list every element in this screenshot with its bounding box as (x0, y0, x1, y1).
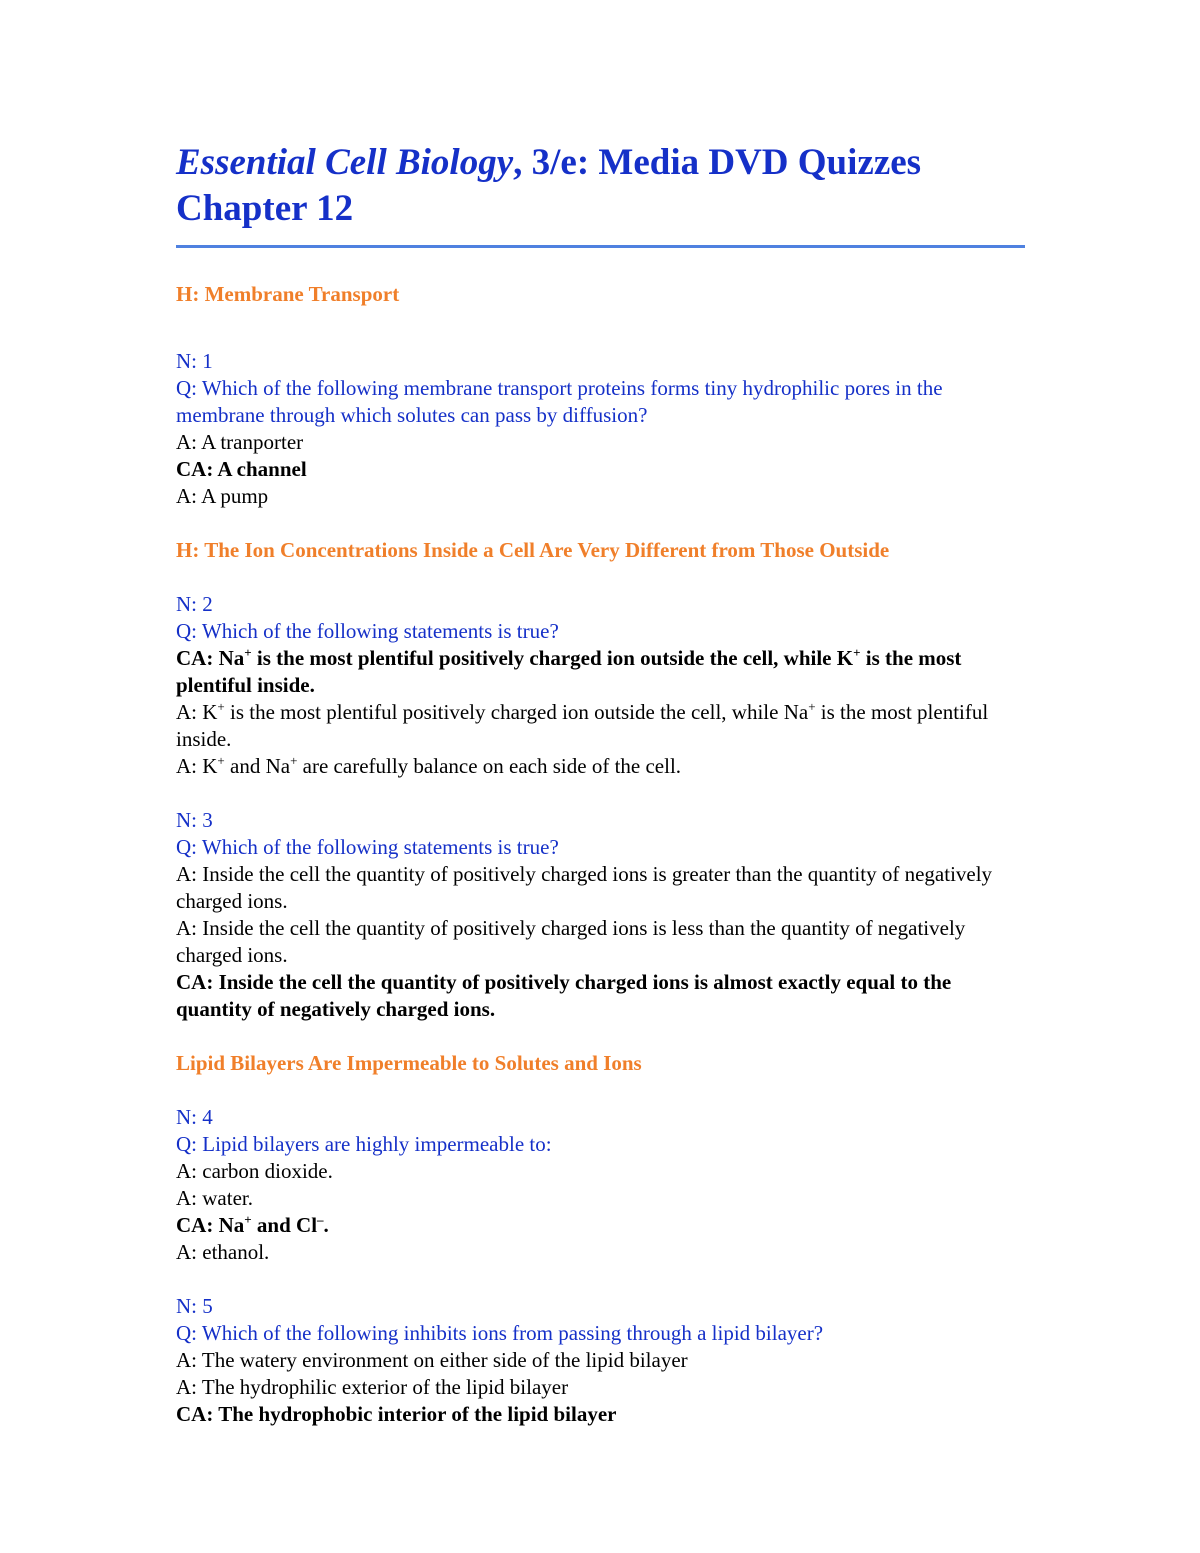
question-text: Q: Lipid bilayers are highly impermeable to: (176, 1132, 552, 1156)
superscript: + (217, 699, 225, 714)
question-text: Q: Which of the following statements is true? (176, 835, 559, 859)
question-number: N: 5 (176, 1294, 213, 1318)
correct-answer (176, 1212, 1026, 1239)
page-title (176, 140, 1026, 232)
answer-option: A: The watery environment on either side of the lipid bilayer (176, 1348, 688, 1372)
answer-option: A: Inside the cell the quantity of positively charged ions is greater than the quantity of negatively charged ions. (176, 862, 993, 913)
superscript: + (853, 645, 861, 660)
superscript: – (317, 1212, 324, 1227)
correct-answer (176, 645, 1026, 699)
text-run: CA: Na (176, 646, 245, 670)
text-run: is the most plentiful positively charged ion outside the cell, while Na (224, 700, 809, 724)
text-run: A: K (176, 754, 218, 778)
section-heading-ion-concentrations: H: The Ion Concentrations Inside a Cell Are Very Different from Those Outside (176, 538, 890, 562)
question-text: Q: Which of the following statements is true? (176, 619, 559, 643)
answer-option: A: ethanol. (176, 1240, 270, 1264)
question-number: N: 4 (176, 1105, 213, 1129)
text-run: is the most plentiful inside. (176, 700, 989, 751)
answer-option: A: A tranporter (176, 430, 304, 454)
title-edition: , 3/e: Media DVD Quizzes (513, 142, 922, 183)
correct-answer: CA: A channel (176, 457, 307, 481)
text-run: CA: Na (176, 1213, 245, 1237)
superscript: + (217, 753, 225, 768)
superscript: + (808, 699, 816, 714)
question-number: N: 1 (176, 349, 213, 373)
book-title: Essential Cell Biology (176, 142, 514, 183)
answer-option (176, 753, 1026, 780)
text-run: is the most plentiful positively charged ion outside the cell, while K (251, 646, 854, 670)
question-text: Q: Which of the following inhibits ions from passing through a lipid bilayer? (176, 1321, 824, 1345)
question-block-4 (176, 1104, 1026, 1266)
answer-option: A: carbon dioxide. (176, 1159, 333, 1183)
question-block-2 (176, 591, 1026, 780)
chapter-title: Chapter 12 (176, 188, 354, 229)
text-run: and Cl (251, 1213, 318, 1237)
question-block-3 (176, 807, 1026, 1023)
correct-answer: CA: Inside the cell the quantity of positively charged ions is almost exactly equal to the quantity of negatively charged ions. (176, 970, 952, 1021)
text-run: and Na (224, 754, 291, 778)
superscript: + (244, 1212, 252, 1227)
question-text: Q: Which of the following membrane transport proteins forms tiny hydrophilic pores in the membrane through which solutes can pass by diffusion? (176, 376, 943, 427)
answer-option: A: water. (176, 1186, 253, 1210)
text-run: A: K (176, 700, 218, 724)
text-run: is the most plentiful inside. (176, 646, 962, 697)
answer-option: A: Inside the cell the quantity of positively charged ions is less than the quantity of negatively charged ions. (176, 916, 966, 967)
question-number: N: 2 (176, 592, 213, 616)
section-heading-lipid-bilayers: Lipid Bilayers Are Impermeable to Solutes and Ions (176, 1051, 642, 1075)
answer-option: A: The hydrophilic exterior of the lipid bilayer (176, 1375, 569, 1399)
superscript: + (290, 753, 298, 768)
question-number: N: 3 (176, 808, 213, 832)
section-heading-membrane-transport: H: Membrane Transport (176, 282, 400, 306)
question-block-5 (176, 1293, 1026, 1428)
superscript: + (244, 645, 252, 660)
text-run: . (323, 1213, 329, 1237)
text-run: are carefully balance on each side of the cell. (297, 754, 682, 778)
question-block-1 (176, 348, 1026, 510)
correct-answer: CA: The hydrophobic interior of the lipid bilayer (176, 1402, 617, 1426)
answer-option (176, 699, 1026, 753)
answer-option: A: A pump (176, 484, 269, 508)
document-page (176, 140, 1026, 1428)
